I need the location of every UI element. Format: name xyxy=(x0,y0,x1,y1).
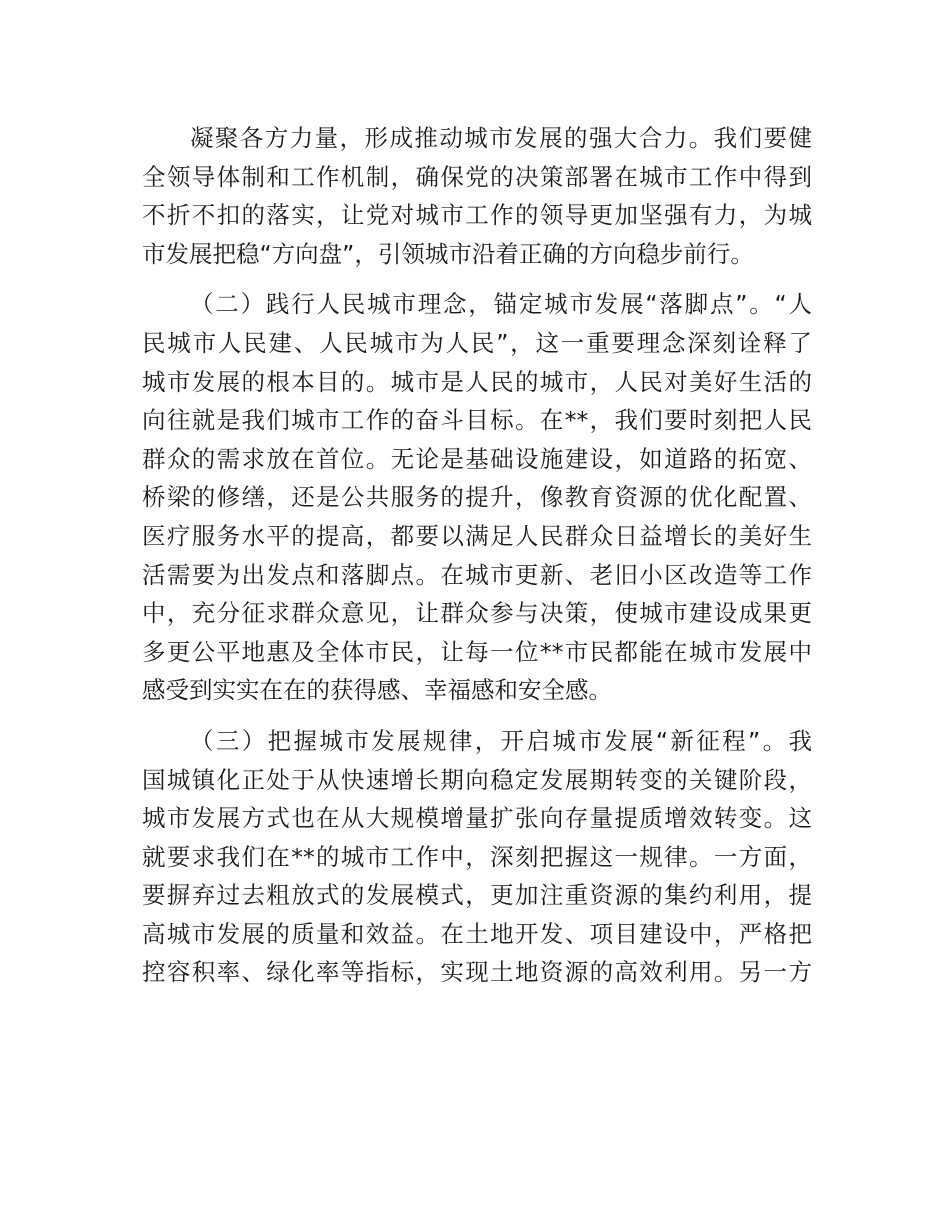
paragraph-3 xyxy=(142,722,812,992)
text-line: 群众的需求放在首位。无论是基础设施建设，如道路的拓宽、 xyxy=(142,444,812,473)
text-line: 多更公平地惠及全体市民，让每一位**市民都能在城市发展中 xyxy=(142,637,812,666)
text-line: 就要求我们在**的城市工作中，深刻把握这一规律。一方面， xyxy=(142,842,812,871)
text-line: 城市发展方式也在从大规模增量扩张向存量提质增效转变。这 xyxy=(142,804,812,833)
text-line: （二）践行人民城市理念，锚定城市发展“落脚点”。“人 xyxy=(190,290,812,319)
text-line: （三）把握城市发展规律，开启城市发展“新征程”。我 xyxy=(190,726,812,755)
text-line: 中，充分征求群众意见，让群众参与决策，使城市建设成果更 xyxy=(142,599,812,628)
text-line: 活需要为出发点和落脚点。在城市更新、老旧小区改造等工作 xyxy=(142,560,812,589)
text-line: 要摒弃过去粗放式的发展模式，更加注重资源的集约利用，提 xyxy=(142,881,812,910)
text-line: 不折不扣的落实，让党对城市工作的领导更加坚强有力，为城 xyxy=(142,201,812,230)
paragraph-2 xyxy=(142,285,812,710)
text-line: 城市发展的根本目的。城市是人民的城市，人民对美好生活的 xyxy=(142,367,812,396)
text-line: 控容积率、绿化率等指标，实现土地资源的高效利用。另一方 xyxy=(142,958,812,987)
text-line: 民城市人民建、人民城市为人民”，这一重要理念深刻诠释了 xyxy=(142,328,812,357)
text-line: 高城市发展的质量和效益。在土地开发、项目建设中，严格把 xyxy=(142,919,812,948)
text-line: 医疗服务水平的提高，都要以满足人民群众日益增长的美好生 xyxy=(142,521,812,550)
text-line: 向往就是我们城市工作的奋斗目标。在**，我们要时刻把人民 xyxy=(142,406,812,435)
paragraph-1 xyxy=(142,119,812,273)
text-line: 感受到实实在在的获得感、幸福感和安全感。 xyxy=(142,676,612,705)
text-line: 桥梁的修缮，还是公共服务的提升，像教育资源的优化配置、 xyxy=(142,483,812,512)
text-line: 凝聚各方力量，形成推动城市发展的强大合力。我们要健 xyxy=(190,124,812,152)
text-line: 国城镇化正处于从快速增长期向稳定发展期转变的关键阶段， xyxy=(142,765,812,794)
text-line: 全领导体制和工作机制，确保党的决策部署在城市工作中得到 xyxy=(142,162,812,191)
text-line: 市发展把稳“方向盘”，引领城市沿着正确的方向稳步前行。 xyxy=(142,239,754,268)
document-body xyxy=(142,119,812,992)
